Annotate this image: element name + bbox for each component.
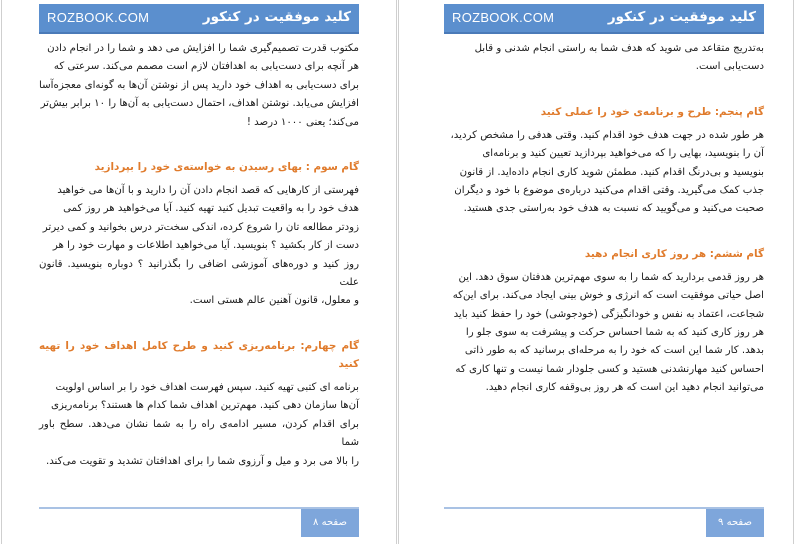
step5-paragraph — [444, 127, 764, 219]
site-name: ROZBOOK.COM — [47, 10, 150, 25]
text-line: به‌تدریج متقاعد می شوید که هدف شما به راستی انجام شدنی و قابل — [474, 43, 764, 54]
text-line: می‌کند؛ یعنی ۱۰۰۰ درصد ! — [246, 116, 359, 128]
page-header — [444, 4, 764, 34]
page-number: صفحه ۹ — [706, 509, 764, 537]
text-line: هدف خود را به واقعیت تبدیل کنید تهیه کنید. آیا می‌خواهید هر روز کمی — [63, 203, 359, 215]
page-edge-left — [1, 0, 2, 544]
text-line: آن‌ها سازمان دهی کنید. مهم‌ترین اهداف شما کدام ها هستند؟ برنامه‌ریزی — [50, 400, 359, 412]
site-name: ROZBOOK.COM — [452, 10, 555, 25]
section-heading-step6: گام ششم: هر روز کاری انجام دهید — [584, 247, 764, 260]
text-line: دست از کار بکشید ؟ بنویسید. آیا می‌خواهید اطلاعات و مهارت خود را هر — [52, 240, 359, 252]
text-line: هر طور شده در جهت هدف خود اقدام کنید. وقتی هدفی را مشخص کردید، — [450, 129, 764, 141]
text-line: جذب کمک می‌گیرید. وقتی اقدام می‌کنید درباره‌ی موضوع با خود و دیگران — [454, 185, 764, 197]
section-heading-step5: گام پنجم: طرح و برنامه‌ی خود را عملی کنید — [540, 105, 764, 118]
text-line: را بالا می برد و میل و آرزوی شما را برای اهدافتان تشدید و تقویت می‌کند. — [45, 455, 359, 467]
left-page — [39, 0, 359, 544]
text-line: آن را بنویسید، بهایی را که می‌خواهید بپردازید تعیین کنید و برنامه‌ای — [482, 148, 764, 160]
text-line: دست‌یابی است. — [695, 61, 764, 73]
text-line: برای اقدام کردن، مسیر ادامه‌ی راه را به شما نشان می‌دهد. سطح باور شما — [39, 418, 359, 449]
page-edge-center-right — [398, 0, 399, 544]
step3-paragraph — [39, 182, 359, 311]
step4-paragraph — [39, 379, 359, 471]
text-line: افزایش می‌یابد. نوشتن اهداف، احتمال دست‌یابی به آن‌ها را ۱۰ برابر بیش‌تر — [40, 98, 359, 110]
right-page — [444, 0, 764, 544]
text-line: هر روز کاری کنید که به شما احساس حرکت و پیشرفت به سوی جلو را — [465, 327, 764, 339]
text-line: برنامه ای کتبی تهیه کنید. سپس فهرست اهداف خود را بر اساس اولویت — [55, 381, 359, 393]
text-line: روز کنید و دوره‌های آموزشی اضافی را بگذرانید ؟ دوباره بنویسید. قانون علت — [39, 258, 359, 289]
book-title: کلید موفقیت در کنکور — [607, 9, 756, 25]
text-line: و معلول، قانون آهنین عالم هستی است. — [189, 295, 359, 307]
text-line: بدهد. کار شما این است که خود را به مرحله‌ای برسانید که به طور ذاتی — [464, 345, 764, 357]
section-heading-step3: گام سوم : بهای رسیدن به خواسته‌ی خود را بپردازید — [94, 161, 359, 174]
page-number: صفحه ۸ — [301, 509, 359, 537]
page-edge-center-left — [396, 0, 397, 544]
intro-paragraph — [444, 40, 764, 77]
text-line: بنویسید و بی‌درنگ اقدام کنید. مطمئن شوید کاری انجام داده‌اید. از قانون — [459, 166, 764, 178]
intro-paragraph — [39, 40, 359, 132]
text-line: شجاعت، اعتماد به نفس و خودانگیزگی (خودجوشی) خود را حفظ کنید باید — [453, 308, 764, 320]
text-line: مکتوب قدرت تصمیم‌گیری شما را افزایش می دهد و شما را در انجام دادن — [47, 43, 359, 54]
text-line: احساس کنید مهارنشدنی هستید و کسی جلودار شما نیست و تنها کاری که — [455, 363, 764, 375]
step6-paragraph — [444, 269, 764, 398]
page-edge-right — [793, 0, 794, 544]
text-line: هر آنچه برای دست‌یابی به اهدافتان لازم است مصمم می‌کند. سرعتی که — [53, 61, 359, 73]
text-line: می‌توانید انجام دهید این است که هر روز بی‌وقفه کاری انجام دهید. — [485, 382, 764, 394]
book-title: کلید موفقیت در کنکور — [202, 9, 351, 25]
page-header — [39, 4, 359, 34]
text-line: اصل حیاتی موفقیت است که انرژی و خوش بینی ایجاد می‌کند. برای این‌که — [452, 290, 764, 302]
text-line: هر روز قدمی بردارید که شما را به سوی مهم‌ترین هدفتان سوق دهد. این — [458, 271, 764, 283]
section-heading-step4: گام چهارم: برنامه‌ریزی کنید و طرح کامل اهداف خود را تهیه کنید — [39, 339, 359, 370]
text-line: فهرستی از کارهایی که قصد انجام دادن آن را دارید و با آن‌ها می خواهید — [57, 185, 359, 197]
text-line: برای دست‌یابی به اهداف خود دارید پس از نوشتن آن‌ها به گونه‌ای معجزه‌آسا — [39, 79, 359, 91]
text-line: زودتر مطالعه تان را شروع کرده، اندکی سخت‌تر درس بخوانید و کمی دیرتر — [42, 221, 359, 233]
page-body — [444, 40, 764, 398]
text-line: صحبت می‌کنید و می‌گویید که نسبت به هدف خود به‌راستی جدی هستید. — [463, 203, 764, 215]
page-body — [39, 40, 359, 471]
